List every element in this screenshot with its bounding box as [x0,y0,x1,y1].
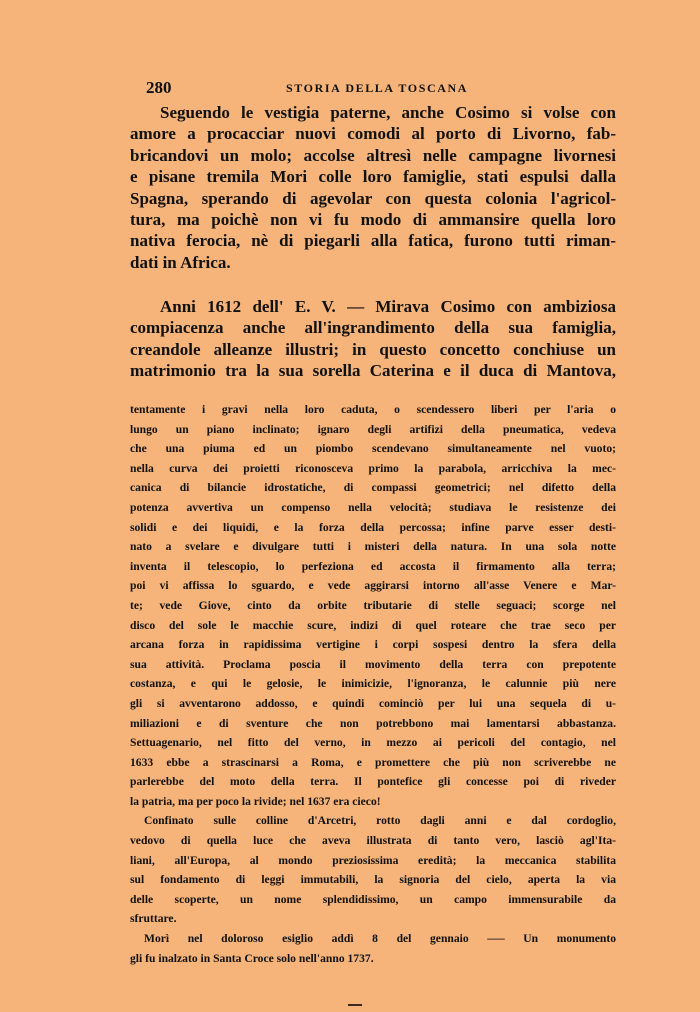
footnote-line: parlerebbe del moto della terra. Il pontefice gli concesse poi di riveder [130,775,616,789]
footnote-line: sul fondamento di leggi immutabili, la signoria del cielo, aperta la via [130,873,616,887]
text-line: nativa ferocia, nè di piegarli alla fatica, furono tutti riman- [130,231,616,251]
footnote-line: Morì nel doloroso esiglio addì 8 del gennaio —– Un monumento [144,932,616,946]
footnote-line: sua attività. Proclama poscia il movimento della terra con prepotente [130,657,616,671]
running-title: STORIA DELLA TOSCANA [286,81,469,95]
text-line: Anni 1612 dell' E. V. — Mirava Cosimo con ambiziosa [160,297,616,316]
footnote-line: te; vede Giove, cinto da orbite tributarie di stelle seguaci; scorge nel [130,598,616,612]
page-bottom-mark [348,1004,362,1006]
footnote-line: liani, all'Europa, al mondo preziosissima eredità; la meccanica stabilita [130,853,616,867]
footnote-line: gli fu inalzato in Santa Croce solo nell'anno 1737. [130,951,374,965]
footnote-line: Settuagenario, nel fitto del verno, in mezzo ai pericoli del contagio, nel [130,736,616,750]
text-line: matrimonio tra la sua sorella Caterina e il duca di Mantova, [130,361,616,381]
text-line: Seguendo le vestigia paterne, anche Cosimo si volse con [160,103,616,122]
footnote-line: solidi e dei liquidi, e la forza della percossa; infine parve esser desti- [130,520,616,534]
footnote-line: inventa il telescopio, lo perfeziona ed accosta il firmamento alla terra; [130,559,616,573]
text-line: amore a procacciar nuovi comodi al porto di Livorno, fab- [130,124,616,144]
text-line: tura, ma poichè non vi fu modo di ammansire quella loro [130,210,616,230]
footnote-line: 1633 ebbe a strascinarsi a Roma, e promettere che più non scriverebbe ne [130,755,616,769]
text-line: bricandovi un molo; accolse altresì nelle campagne livornesi [130,145,616,165]
text-line: dati in Africa. [130,252,231,272]
footnote-line: nella curva dei proietti riconosceva primo la parabola, arricchiva la mec- [130,461,616,475]
footnote-line: disco del sole le macchie scure, indizi di quel roteare che trae seco per [130,618,616,632]
footnote-line: la patria, ma per poco la rivide; nel 1637 era cieco! [130,794,381,808]
text-line: creandole alleanze illustri; in questo concetto conchiuse un [130,339,616,359]
footnote-line: costanza, e qui le gelosie, le inimicizie, l'ignoranza, le calunnie più nere [130,677,616,691]
footnote-line: arcana forza in rapidissima vertigine i corpi sospesi dentro la sfera della [130,638,616,652]
footnote-line: nato a svelare e divulgare tutti i misteri della natura. In una sola notte [130,540,616,554]
text-line: Spagna, sperando di agevolar con questa colonia l'agricol- [130,188,616,208]
footnote-line: vedovo di quella luce che aveva illustrata di tanto vero, lasciò agl'Ita- [130,834,616,848]
footnote-line: delle scoperte, un nome splendidissimo, un campo immensurabile da [130,892,616,906]
footnote-galileo [130,400,616,968]
paragraph-cosimo-livorno [130,102,616,273]
text-line: compiacenza anche all'ingrandimento della sua famiglia, [130,318,616,338]
footnote-line: gli si avventarono addosso, e quindi cominciò per lui una sequela di u- [130,696,616,710]
paragraph-anni-1612 [130,296,616,382]
page-header [146,78,616,100]
footnote-line: che una piuma ed un piombo scendevano simultaneamente nel vuoto; [130,442,616,456]
footnote-line: canica di bilancie idrostatiche, di compassi geometrici; nel difetto della [130,481,616,495]
footnote-line: Confinato sulle colline d'Arcetri, rotto dagli anni e dal cordoglio, [144,814,616,828]
footnote-line: miliazioni e di sventure che non potrebbono mai lamentarsi abbastanza. [130,716,616,730]
footnote-line: potenza avvertiva un compenso nella velocità; studiava le resistenze dei [130,500,616,514]
footnote-line: lungo un piano inclinato; ignaro degli artifizi della pneumatica, vedeva [130,422,616,436]
text-line: e pisane tremila Mori colle loro famiglie, stati espulsi dalla [130,167,616,187]
footnote-line: sfruttare. [130,912,177,926]
footnote-line: tentamente i gravi nella loro caduta, o scendessero liberi per l'aria o [130,403,616,416]
page-number: 280 [146,78,172,97]
footnote-line: poi vi affissa lo sguardo, e vede aggirarsi intorno all'asse Venere e Mar- [130,579,616,593]
